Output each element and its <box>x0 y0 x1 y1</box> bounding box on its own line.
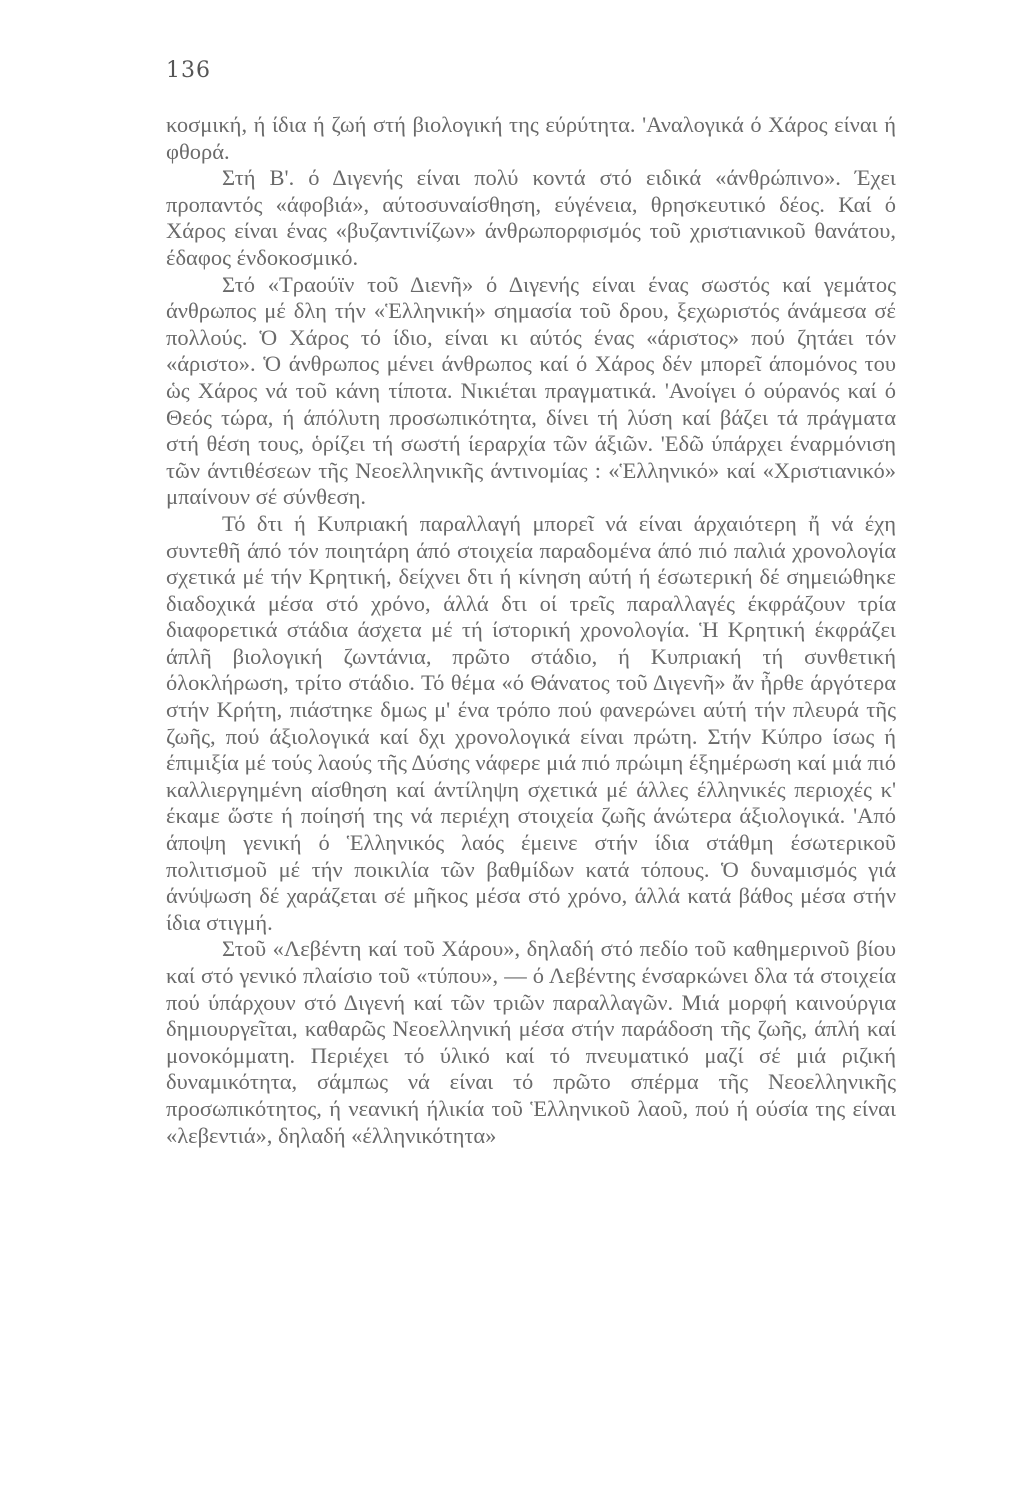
body-text <box>166 112 896 1149</box>
page-number: 136 <box>166 58 211 83</box>
paragraph: κοσμική, ή ίδια ή ζωή στή βιολογική της εύρύτητα. 'Αναλογικά ό Χάρος είναι ή φθορά. <box>166 112 896 164</box>
paragraph: Τό δτι ή Κυπριακή παραλλαγή μπορεῖ νά είναι άρχαιότερη ἤ νά έχη συντεθῆ άπό τόν ποιητάρη άπό στοιχεία παραδομένα άπό πιό παλιά χρονολογία σχετικά μέ τήν Κρητική, δείχνει δτι ή κίνηση αύτή ή έσωτερική δέ σημειώθηκε διαδοχικά μέσα στό χρόνο, άλλά δτι οί τρεῖς παραλλαγές έκφράζουν τρία διαφορετικά στάδια άσχετα μέ τή ίστορική χρονολογία. Ἡ Κρητική έκφράζει άπλῆ βιολογική ζωντάνια, πρῶτο στάδιο, ή Κυπριακή τή συνθετική όλοκλήρωση, τρίτο στάδιο. Τό θέμα «ό Θάνατος τοῦ Διγενῆ» ἄν ἦρθε άργότερα στήν Κρήτη, πιάστηκε δμως μ' ένα τρόπο πού φανερώνει αύτή τήν πλευρά τῆς ζωῆς, πού άξιολογικά καί δχι χρονολογικά είναι πρώτη. Στήν Κύπρο ίσως ή έπιμιξία μέ τούς λαούς τῆς Δύσης νάφερε μιά πιό πρώιμη έξημέρωση καί μιά πιό καλλιεργημένη αίσθηση καί άντίληψη σχετικά μέ άλλες έλληνικές περιοχές κ' έκαμε ὥστε ή ποίησή της νά περιέχη στοιχεία ζωῆς άνώτερα άξιολογικά. 'Από άποψη γενική ό Ἑλληνικός λαός έμεινε στήν ίδια στάθμη έσωτερικοῦ πολιτισμοῦ μέ τήν ποικιλία τῶν βαθμίδων κατά τόπους. Ὁ δυναμισμός γιά άνύψωση δέ χαράζεται σέ μῆκος μέσα στό χρόνο, άλλά κατά βάθος μέσα στήν ίδια στιγμή. <box>166 510 896 935</box>
paragraph: Στό «Τραούϊν τοῦ Διενῆ» ό Διγενής είναι ένας σωστός καί γεμάτος άνθρωπος μέ δλη τήν «Ἑλληνική» σημασία τοῦ δρου, ξεχωριστός άνάμεσα σέ πολλούς. Ὁ Χάρος τό ίδιο, είναι κι αύτός ένας «άριστος» πού ζητάει τόν «άριστο». Ὁ άνθρωπος μένει άνθρωπος καί ό Χάρος δέν μπορεῖ άπομόνος του ὡς Χάρος νά τοῦ κάνη τίποτα. Νικιέται πραγματικά. 'Ανοίγει ό ούρανός καί ό Θεός τώρα, ή άπόλυτη προσωπικότητα, δίνει τή λύση καί βάζει τά πράγματα στή θέση τους, ὁρίζει τή σωστή ίεραρχία τῶν άξιῶν. 'Εδῶ ύπάρχει έναρμόνιση τῶν άντιθέσεων τῆς Νεοελληνικῆς άντινομίας : «Ἑλληνικό» καί «Χριστιανικό» μπαίνουν σέ σύνθεση. <box>166 271 896 510</box>
paragraph: Στή Β'. ό Διγενής είναι πολύ κοντά στό ειδικά «άνθρώπινο». Έχει προπαντός «άφοβιά», αύτοσυναίσθηση, εύγένεια, θρησκευτικό δέος. Καί ό Χάρος είναι ένας «βυζαντινίζων» άνθρωπορφισμός τοῦ χριστιανικοῦ θανάτου, έδαφος ένδοκοσμικό. <box>166 165 896 270</box>
paragraph: Στοῦ «Λεβέντη καί τοῦ Χάρου», δηλαδή στό πεδίο τοῦ καθημερινοῦ βίου καί στό γενικό πλαίσιο τοῦ «τύπου», — ό Λεβέντης ένσαρκώνει δλα τά στοιχεία πού ύπάρχουν στό Διγενή καί τῶν τριῶν παραλλαγῶν. Μιά μορφή καινούργια δημιουργεῖται, καθαρῶς Νεοελληνική μέσα στήν παράδοση τῆς ζωῆς, άπλή καί μονοκόμματη. Περιέχει τό ύλικό καί τό πνευματικό μαζί σέ μιά ριζική δυναμικότητα, σάμπως νά είναι τό πρῶτο σπέρμα τῆς Νεοελληνικῆς προσωπικότητος, ή νεανική ήλικία τοῦ Ἑλληνικοῦ λαοῦ, πού ή ούσία της είναι «λεβεντιά», δηλαδή «έλληνικότητα» <box>166 936 896 1148</box>
